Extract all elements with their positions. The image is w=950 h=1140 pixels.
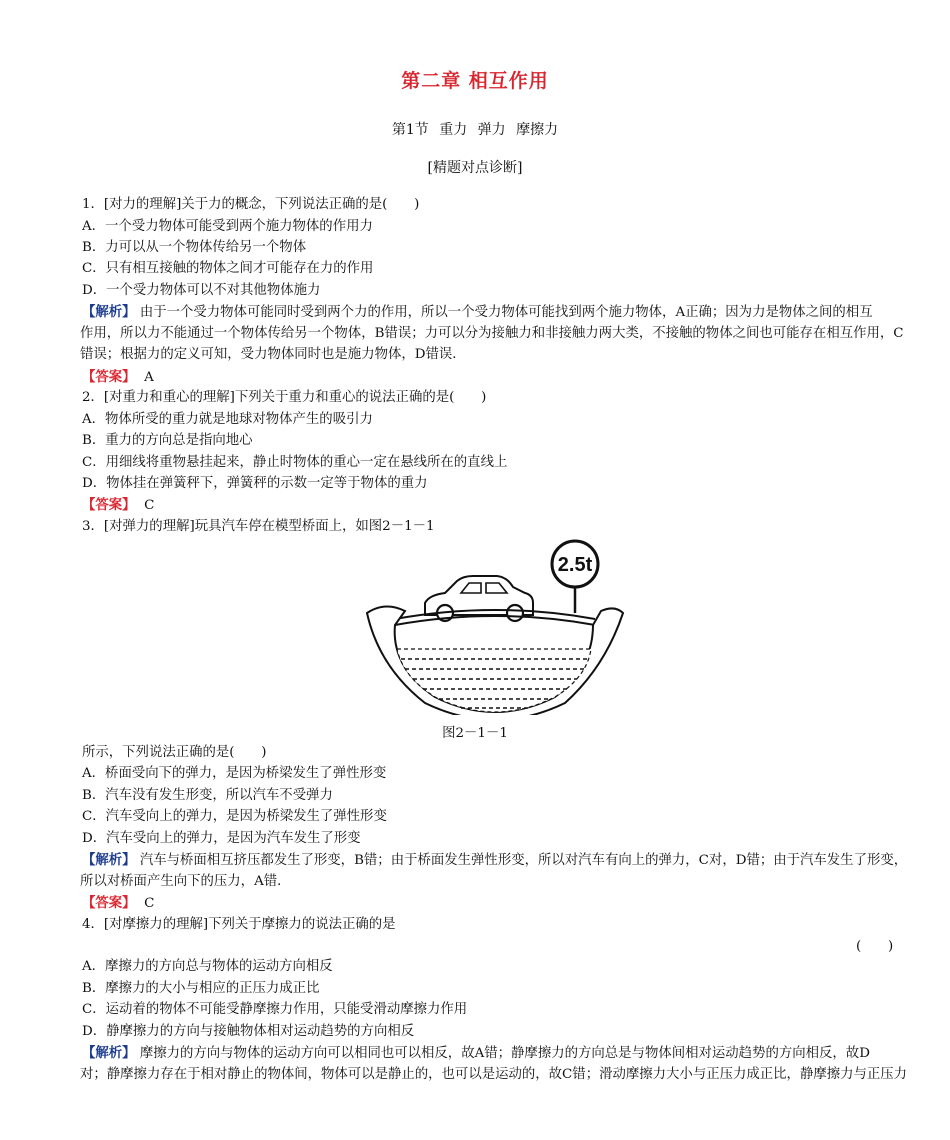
q2-stem: 2．[对重力和重心的理解]下列关于重力和重心的说法正确的是( ) bbox=[82, 390, 487, 405]
q3-option-c: C．汽车受向上的弹力，是因为桥梁发生了弹性形变 bbox=[82, 809, 387, 824]
q3-analysis-line2: 所以对桥面产生向下的压力，A错． bbox=[80, 874, 291, 889]
answer-value: C bbox=[144, 896, 155, 911]
q3-answer bbox=[82, 894, 154, 913]
q4-paren: ( ) bbox=[856, 939, 894, 954]
answer-tag: 【答案】 bbox=[82, 895, 136, 911]
analysis-text: 摩擦力的方向与物体的运动方向可以相同也可以相反，故A错；静摩擦力的方向总是与物体间相对运动趋势的方向相反，故D bbox=[139, 1046, 870, 1061]
bridge-figure bbox=[365, 537, 625, 715]
q4-option-b: B．摩擦力的大小与相应的正压力成正比 bbox=[82, 981, 320, 996]
analysis-text: 由于一个受力物体可能同时受到两个力的作用，所以一个受力物体可能找到两个施力物体，A正确；因为力是物体之间的相互 bbox=[139, 305, 873, 320]
q4-analysis-line2: 对；静摩擦力存在于相对静止的物体间，物体可以是静止的，也可以是运动的，故C错；滑动摩擦力大小与正压力成正比，静摩擦力与正压力 bbox=[80, 1067, 908, 1082]
section-title: 第1节 重力 弹力 摩擦力 bbox=[391, 122, 559, 138]
q2-option-d: D．物体挂在弹簧秤下，弹簧秤的示数一定等于物体的重力 bbox=[82, 476, 428, 491]
q4-analysis-line1 bbox=[82, 1044, 870, 1063]
subsection-label: [精题对点诊断] bbox=[427, 160, 523, 176]
q3-analysis-line1 bbox=[82, 851, 907, 870]
chapter-title: 第二章 相互作用 bbox=[401, 70, 549, 92]
q2-option-b: B．重力的方向总是指向地心 bbox=[82, 433, 253, 448]
q3-stem-cont: 所示，下列说法正确的是( ) bbox=[82, 745, 267, 760]
q2-option-c: C．用细线将重物悬挂起来，静止时物体的重心一定在悬线所在的直线上 bbox=[82, 455, 508, 470]
q4-option-d: D．静摩擦力的方向与接触物体相对运动趋势的方向相反 bbox=[82, 1024, 415, 1039]
toy-car-icon bbox=[425, 576, 533, 621]
q1-stem: 1．[对力的理解]关于力的概念，下列说法正确的是( ) bbox=[82, 197, 420, 212]
analysis-tag: 【解析】 bbox=[82, 1045, 136, 1061]
q2-answer bbox=[82, 496, 154, 515]
q3-option-b: B．汽车没有发生形变，所以汽车不受弹力 bbox=[82, 788, 333, 803]
q4-stem: 4．[对摩擦力的理解]下列关于摩擦力的说法正确的是 bbox=[82, 917, 396, 932]
answer-value: A bbox=[144, 370, 154, 385]
q1-option-b: B．力可以从一个物体传给另一个物体 bbox=[82, 240, 307, 255]
q3-option-d: D．汽车受向上的弹力，是因为汽车发生了形变 bbox=[82, 831, 361, 846]
answer-value: C bbox=[144, 498, 155, 513]
q1-analysis-line1 bbox=[82, 303, 873, 322]
sign-label: 2.5t bbox=[557, 554, 593, 576]
answer-tag: 【答案】 bbox=[82, 497, 136, 513]
q1-analysis-line2: 作用，所以力不能通过一个物体传给另一个物体，B错误；力可以分为接触力和非接触力两大类，不接触的物体之间也可能存在相互作用，C bbox=[80, 326, 904, 341]
bridge-deck-bottom bbox=[395, 616, 595, 625]
q1-option-d: D．一个受力物体可以不对其他物体施力 bbox=[82, 283, 321, 298]
q4-option-c: C．运动着的物体不可能受静摩擦力作用，只能受滑动摩擦力作用 bbox=[82, 1002, 468, 1017]
answer-tag: 【答案】 bbox=[82, 369, 136, 385]
q1-option-c: C．只有相互接触的物体之间才可能存在力的作用 bbox=[82, 261, 374, 276]
figure-caption: 图2－1－1 bbox=[442, 726, 508, 741]
q4-option-a: A．摩擦力的方向总与物体的运动方向相反 bbox=[82, 959, 333, 974]
q3-stem: 3．[对弹力的理解]玩具汽车停在模型桥面上，如图2－1－1 bbox=[82, 519, 435, 534]
q1-answer bbox=[82, 368, 154, 387]
analysis-tag: 【解析】 bbox=[82, 304, 136, 320]
q2-option-a: A．物体所受的重力就是地球对物体产生的吸引力 bbox=[82, 412, 373, 427]
analysis-tag: 【解析】 bbox=[82, 852, 136, 868]
analysis-text: 汽车与桥面相互挤压都发生了形变，B错；由于桥面发生弹性形变，所以对汽车有向上的弹力，C对，D错；由于汽车发生了形变， bbox=[139, 853, 908, 868]
q1-option-a: A．一个受力物体可能受到两个施力物体的作用力 bbox=[82, 219, 373, 234]
q3-option-a: A．桥面受向下的弹力，是因为桥梁发生了弹性形变 bbox=[82, 766, 387, 781]
q1-analysis-line3: 错误；根据力的定义可知，受力物体同时也是施力物体，D错误． bbox=[80, 347, 466, 362]
